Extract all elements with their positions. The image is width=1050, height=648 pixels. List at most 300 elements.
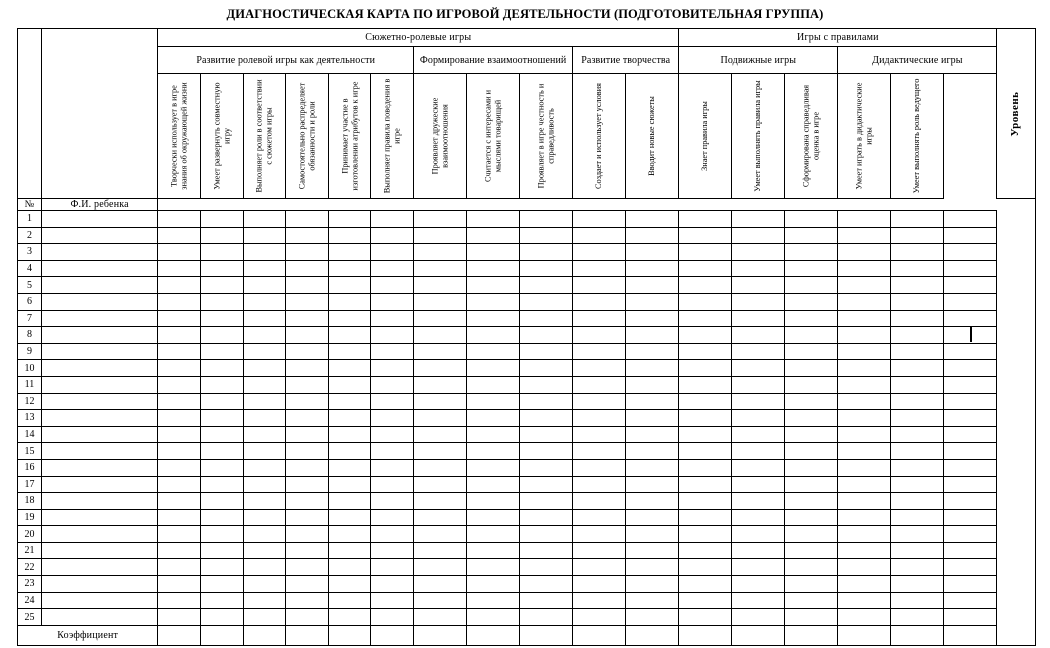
score-cell[interactable] (838, 260, 891, 277)
score-cell[interactable] (679, 526, 732, 543)
level-cell[interactable] (944, 293, 997, 310)
score-cell[interactable] (573, 493, 626, 510)
child-name-cell[interactable] (41, 310, 157, 327)
table-row[interactable] (18, 211, 1036, 228)
score-cell[interactable] (785, 592, 838, 609)
level-cell[interactable] (944, 260, 997, 277)
score-cell[interactable] (679, 343, 732, 360)
level-cell[interactable] (944, 211, 997, 228)
score-cell[interactable] (520, 542, 573, 559)
score-cell[interactable] (679, 459, 732, 476)
score-cell[interactable] (520, 443, 573, 460)
score-cell[interactable] (891, 542, 944, 559)
score-cell[interactable] (891, 343, 944, 360)
score-cell[interactable] (158, 526, 201, 543)
score-cell[interactable] (158, 277, 201, 294)
level-cell[interactable] (944, 360, 997, 377)
score-cell[interactable] (573, 592, 626, 609)
score-cell[interactable] (838, 360, 891, 377)
score-cell[interactable] (200, 493, 243, 510)
level-cell[interactable] (944, 609, 997, 626)
table-row[interactable] (18, 576, 1036, 593)
child-name-cell[interactable] (41, 526, 157, 543)
score-cell[interactable] (679, 410, 732, 427)
level-cell[interactable] (944, 327, 997, 344)
score-cell[interactable] (200, 476, 243, 493)
score-cell[interactable] (573, 410, 626, 427)
score-cell[interactable] (520, 260, 573, 277)
score-cell[interactable] (891, 227, 944, 244)
child-name-cell[interactable] (41, 509, 157, 526)
score-cell[interactable] (286, 244, 329, 261)
score-cell[interactable] (785, 327, 838, 344)
score-cell[interactable] (785, 376, 838, 393)
score-cell[interactable] (243, 393, 286, 410)
score-cell[interactable] (626, 542, 679, 559)
score-cell[interactable] (573, 277, 626, 294)
coefficient-cell[interactable] (785, 625, 838, 645)
level-cell[interactable] (944, 343, 997, 360)
score-cell[interactable] (891, 493, 944, 510)
score-cell[interactable] (573, 327, 626, 344)
score-cell[interactable] (200, 376, 243, 393)
score-cell[interactable] (371, 244, 414, 261)
score-cell[interactable] (467, 592, 520, 609)
score-cell[interactable] (286, 343, 329, 360)
score-cell[interactable] (467, 559, 520, 576)
table-row[interactable] (18, 310, 1036, 327)
score-cell[interactable] (200, 542, 243, 559)
score-cell[interactable] (785, 360, 838, 377)
score-cell[interactable] (520, 559, 573, 576)
score-cell[interactable] (891, 459, 944, 476)
score-cell[interactable] (467, 393, 520, 410)
score-cell[interactable] (626, 277, 679, 294)
score-cell[interactable] (414, 559, 467, 576)
score-cell[interactable] (838, 592, 891, 609)
coefficient-cell[interactable] (328, 625, 371, 645)
score-cell[interactable] (286, 293, 329, 310)
score-cell[interactable] (679, 360, 732, 377)
score-cell[interactable] (520, 244, 573, 261)
table-row[interactable] (18, 360, 1036, 377)
score-cell[interactable] (158, 576, 201, 593)
score-cell[interactable] (732, 277, 785, 294)
score-cell[interactable] (732, 360, 785, 377)
score-cell[interactable] (679, 211, 732, 228)
score-cell[interactable] (785, 293, 838, 310)
score-cell[interactable] (328, 493, 371, 510)
score-cell[interactable] (573, 542, 626, 559)
score-cell[interactable] (679, 293, 732, 310)
score-cell[interactable] (328, 343, 371, 360)
child-name-cell[interactable] (41, 426, 157, 443)
score-cell[interactable] (328, 327, 371, 344)
score-cell[interactable] (891, 476, 944, 493)
score-cell[interactable] (679, 260, 732, 277)
level-cell[interactable] (944, 426, 997, 443)
score-cell[interactable] (158, 293, 201, 310)
score-cell[interactable] (243, 609, 286, 626)
score-cell[interactable] (158, 542, 201, 559)
score-cell[interactable] (467, 426, 520, 443)
score-cell[interactable] (626, 592, 679, 609)
score-cell[interactable] (732, 542, 785, 559)
score-cell[interactable] (626, 260, 679, 277)
score-cell[interactable] (891, 393, 944, 410)
score-cell[interactable] (785, 393, 838, 410)
table-row[interactable] (18, 343, 1036, 360)
score-cell[interactable] (414, 493, 467, 510)
score-cell[interactable] (573, 459, 626, 476)
score-cell[interactable] (158, 509, 201, 526)
coefficient-cell[interactable] (243, 625, 286, 645)
score-cell[interactable] (785, 426, 838, 443)
score-cell[interactable] (520, 310, 573, 327)
score-cell[interactable] (158, 443, 201, 460)
score-cell[interactable] (838, 509, 891, 526)
child-name-cell[interactable] (41, 343, 157, 360)
score-cell[interactable] (520, 609, 573, 626)
score-cell[interactable] (286, 592, 329, 609)
score-cell[interactable] (243, 592, 286, 609)
score-cell[interactable] (414, 244, 467, 261)
score-cell[interactable] (371, 592, 414, 609)
score-cell[interactable] (200, 327, 243, 344)
score-cell[interactable] (414, 277, 467, 294)
score-cell[interactable] (414, 459, 467, 476)
score-cell[interactable] (838, 410, 891, 427)
score-cell[interactable] (679, 476, 732, 493)
score-cell[interactable] (371, 393, 414, 410)
score-cell[interactable] (891, 277, 944, 294)
score-cell[interactable] (158, 360, 201, 377)
score-cell[interactable] (679, 443, 732, 460)
score-cell[interactable] (626, 393, 679, 410)
child-name-cell[interactable] (41, 459, 157, 476)
score-cell[interactable] (200, 310, 243, 327)
score-cell[interactable] (200, 227, 243, 244)
score-cell[interactable] (838, 443, 891, 460)
level-cell[interactable] (944, 310, 997, 327)
score-cell[interactable] (243, 576, 286, 593)
score-cell[interactable] (286, 260, 329, 277)
score-cell[interactable] (243, 526, 286, 543)
score-cell[interactable] (626, 609, 679, 626)
score-cell[interactable] (891, 327, 944, 344)
score-cell[interactable] (286, 559, 329, 576)
score-cell[interactable] (732, 443, 785, 460)
score-cell[interactable] (286, 509, 329, 526)
score-cell[interactable] (286, 211, 329, 228)
table-row[interactable] (18, 459, 1036, 476)
score-cell[interactable] (286, 393, 329, 410)
score-cell[interactable] (328, 576, 371, 593)
score-cell[interactable] (626, 476, 679, 493)
score-cell[interactable] (785, 227, 838, 244)
score-cell[interactable] (838, 277, 891, 294)
score-cell[interactable] (158, 343, 201, 360)
score-cell[interactable] (467, 542, 520, 559)
score-cell[interactable] (328, 476, 371, 493)
score-cell[interactable] (679, 426, 732, 443)
score-cell[interactable] (243, 244, 286, 261)
score-cell[interactable] (200, 293, 243, 310)
score-cell[interactable] (414, 343, 467, 360)
child-name-cell[interactable] (41, 376, 157, 393)
score-cell[interactable] (371, 426, 414, 443)
score-cell[interactable] (732, 559, 785, 576)
score-cell[interactable] (573, 426, 626, 443)
score-cell[interactable] (891, 410, 944, 427)
score-cell[interactable] (371, 376, 414, 393)
level-cell[interactable] (944, 227, 997, 244)
score-cell[interactable] (243, 293, 286, 310)
child-name-cell[interactable] (41, 559, 157, 576)
score-cell[interactable] (785, 443, 838, 460)
score-cell[interactable] (679, 493, 732, 510)
score-cell[interactable] (414, 509, 467, 526)
score-cell[interactable] (573, 476, 626, 493)
score-cell[interactable] (158, 327, 201, 344)
score-cell[interactable] (328, 443, 371, 460)
score-cell[interactable] (243, 476, 286, 493)
score-cell[interactable] (626, 310, 679, 327)
score-cell[interactable] (371, 493, 414, 510)
score-cell[interactable] (891, 592, 944, 609)
score-cell[interactable] (785, 244, 838, 261)
score-cell[interactable] (573, 260, 626, 277)
score-cell[interactable] (573, 310, 626, 327)
score-cell[interactable] (838, 426, 891, 443)
table-row[interactable] (18, 559, 1036, 576)
score-cell[interactable] (328, 260, 371, 277)
table-row[interactable] (18, 542, 1036, 559)
level-cell[interactable] (944, 476, 997, 493)
score-cell[interactable] (785, 310, 838, 327)
score-cell[interactable] (732, 376, 785, 393)
score-cell[interactable] (573, 576, 626, 593)
score-cell[interactable] (785, 493, 838, 510)
score-cell[interactable] (679, 327, 732, 344)
score-cell[interactable] (158, 310, 201, 327)
level-cell[interactable] (944, 393, 997, 410)
score-cell[interactable] (626, 526, 679, 543)
score-cell[interactable] (158, 410, 201, 427)
score-cell[interactable] (328, 244, 371, 261)
score-cell[interactable] (891, 376, 944, 393)
coefficient-cell[interactable] (371, 625, 414, 645)
score-cell[interactable] (732, 609, 785, 626)
score-cell[interactable] (520, 277, 573, 294)
table-row[interactable] (18, 376, 1036, 393)
level-cell[interactable] (944, 376, 997, 393)
score-cell[interactable] (467, 227, 520, 244)
table-row[interactable] (18, 244, 1036, 261)
score-cell[interactable] (158, 211, 201, 228)
score-cell[interactable] (371, 360, 414, 377)
score-cell[interactable] (732, 244, 785, 261)
child-name-cell[interactable] (41, 327, 157, 344)
score-cell[interactable] (158, 559, 201, 576)
child-name-cell[interactable] (41, 592, 157, 609)
score-cell[interactable] (371, 293, 414, 310)
coefficient-cell[interactable] (679, 625, 732, 645)
score-cell[interactable] (785, 476, 838, 493)
score-cell[interactable] (573, 376, 626, 393)
score-cell[interactable] (243, 327, 286, 344)
score-cell[interactable] (467, 293, 520, 310)
score-cell[interactable] (573, 360, 626, 377)
score-cell[interactable] (573, 443, 626, 460)
score-cell[interactable] (243, 260, 286, 277)
level-cell[interactable] (944, 509, 997, 526)
score-cell[interactable] (200, 509, 243, 526)
child-name-cell[interactable] (41, 227, 157, 244)
score-cell[interactable] (467, 493, 520, 510)
score-cell[interactable] (243, 542, 286, 559)
score-cell[interactable] (158, 227, 201, 244)
score-cell[interactable] (732, 227, 785, 244)
score-cell[interactable] (785, 526, 838, 543)
coefficient-cell[interactable] (520, 625, 573, 645)
score-cell[interactable] (838, 293, 891, 310)
score-cell[interactable] (785, 509, 838, 526)
score-cell[interactable] (626, 244, 679, 261)
score-cell[interactable] (467, 526, 520, 543)
score-cell[interactable] (200, 244, 243, 261)
score-cell[interactable] (286, 227, 329, 244)
child-name-cell[interactable] (41, 393, 157, 410)
score-cell[interactable] (371, 459, 414, 476)
score-cell[interactable] (626, 493, 679, 510)
score-cell[interactable] (200, 277, 243, 294)
score-cell[interactable] (328, 542, 371, 559)
level-cell[interactable] (944, 244, 997, 261)
child-name-cell[interactable] (41, 542, 157, 559)
score-cell[interactable] (732, 211, 785, 228)
child-name-cell[interactable] (41, 609, 157, 626)
score-cell[interactable] (891, 443, 944, 460)
coefficient-cell[interactable] (467, 625, 520, 645)
score-cell[interactable] (371, 559, 414, 576)
score-cell[interactable] (732, 459, 785, 476)
score-cell[interactable] (467, 327, 520, 344)
score-cell[interactable] (573, 227, 626, 244)
score-cell[interactable] (467, 277, 520, 294)
score-cell[interactable] (243, 360, 286, 377)
score-cell[interactable] (243, 343, 286, 360)
score-cell[interactable] (785, 211, 838, 228)
score-cell[interactable] (467, 260, 520, 277)
score-cell[interactable] (520, 576, 573, 593)
score-cell[interactable] (891, 526, 944, 543)
score-cell[interactable] (520, 426, 573, 443)
table-row[interactable] (18, 526, 1036, 543)
score-cell[interactable] (838, 393, 891, 410)
score-cell[interactable] (785, 609, 838, 626)
score-cell[interactable] (679, 509, 732, 526)
score-cell[interactable] (200, 459, 243, 476)
score-cell[interactable] (371, 211, 414, 228)
score-cell[interactable] (414, 310, 467, 327)
score-cell[interactable] (371, 526, 414, 543)
level-cell[interactable] (944, 410, 997, 427)
score-cell[interactable] (467, 459, 520, 476)
table-row[interactable] (18, 393, 1036, 410)
score-cell[interactable] (838, 376, 891, 393)
coefficient-cell[interactable] (286, 625, 329, 645)
table-row[interactable] (18, 609, 1036, 626)
score-cell[interactable] (200, 360, 243, 377)
score-cell[interactable] (286, 443, 329, 460)
score-cell[interactable] (371, 609, 414, 626)
score-cell[interactable] (467, 244, 520, 261)
score-cell[interactable] (371, 410, 414, 427)
score-cell[interactable] (679, 393, 732, 410)
child-name-cell[interactable] (41, 360, 157, 377)
score-cell[interactable] (520, 410, 573, 427)
score-cell[interactable] (838, 459, 891, 476)
score-cell[interactable] (838, 609, 891, 626)
score-cell[interactable] (243, 493, 286, 510)
score-cell[interactable] (573, 559, 626, 576)
table-row[interactable] (18, 410, 1036, 427)
score-cell[interactable] (732, 293, 785, 310)
score-cell[interactable] (200, 343, 243, 360)
score-cell[interactable] (371, 443, 414, 460)
level-cell[interactable] (944, 576, 997, 593)
score-cell[interactable] (200, 410, 243, 427)
score-cell[interactable] (158, 244, 201, 261)
score-cell[interactable] (838, 227, 891, 244)
score-cell[interactable] (626, 327, 679, 344)
score-cell[interactable] (785, 559, 838, 576)
score-cell[interactable] (243, 376, 286, 393)
level-cell[interactable] (944, 277, 997, 294)
score-cell[interactable] (200, 393, 243, 410)
table-row[interactable] (18, 227, 1036, 244)
score-cell[interactable] (371, 277, 414, 294)
score-cell[interactable] (158, 609, 201, 626)
score-cell[interactable] (467, 310, 520, 327)
score-cell[interactable] (158, 476, 201, 493)
score-cell[interactable] (243, 426, 286, 443)
score-cell[interactable] (328, 459, 371, 476)
score-cell[interactable] (732, 592, 785, 609)
score-cell[interactable] (286, 576, 329, 593)
score-cell[interactable] (573, 293, 626, 310)
coefficient-level-cell[interactable] (944, 625, 997, 645)
score-cell[interactable] (200, 559, 243, 576)
score-cell[interactable] (520, 592, 573, 609)
score-cell[interactable] (679, 609, 732, 626)
score-cell[interactable] (573, 211, 626, 228)
score-cell[interactable] (371, 542, 414, 559)
score-cell[interactable] (520, 293, 573, 310)
score-cell[interactable] (626, 443, 679, 460)
score-cell[interactable] (286, 459, 329, 476)
score-cell[interactable] (785, 260, 838, 277)
score-cell[interactable] (732, 310, 785, 327)
score-cell[interactable] (414, 426, 467, 443)
score-cell[interactable] (626, 410, 679, 427)
score-cell[interactable] (414, 360, 467, 377)
score-cell[interactable] (286, 493, 329, 510)
score-cell[interactable] (414, 211, 467, 228)
score-cell[interactable] (328, 211, 371, 228)
child-name-cell[interactable] (41, 244, 157, 261)
